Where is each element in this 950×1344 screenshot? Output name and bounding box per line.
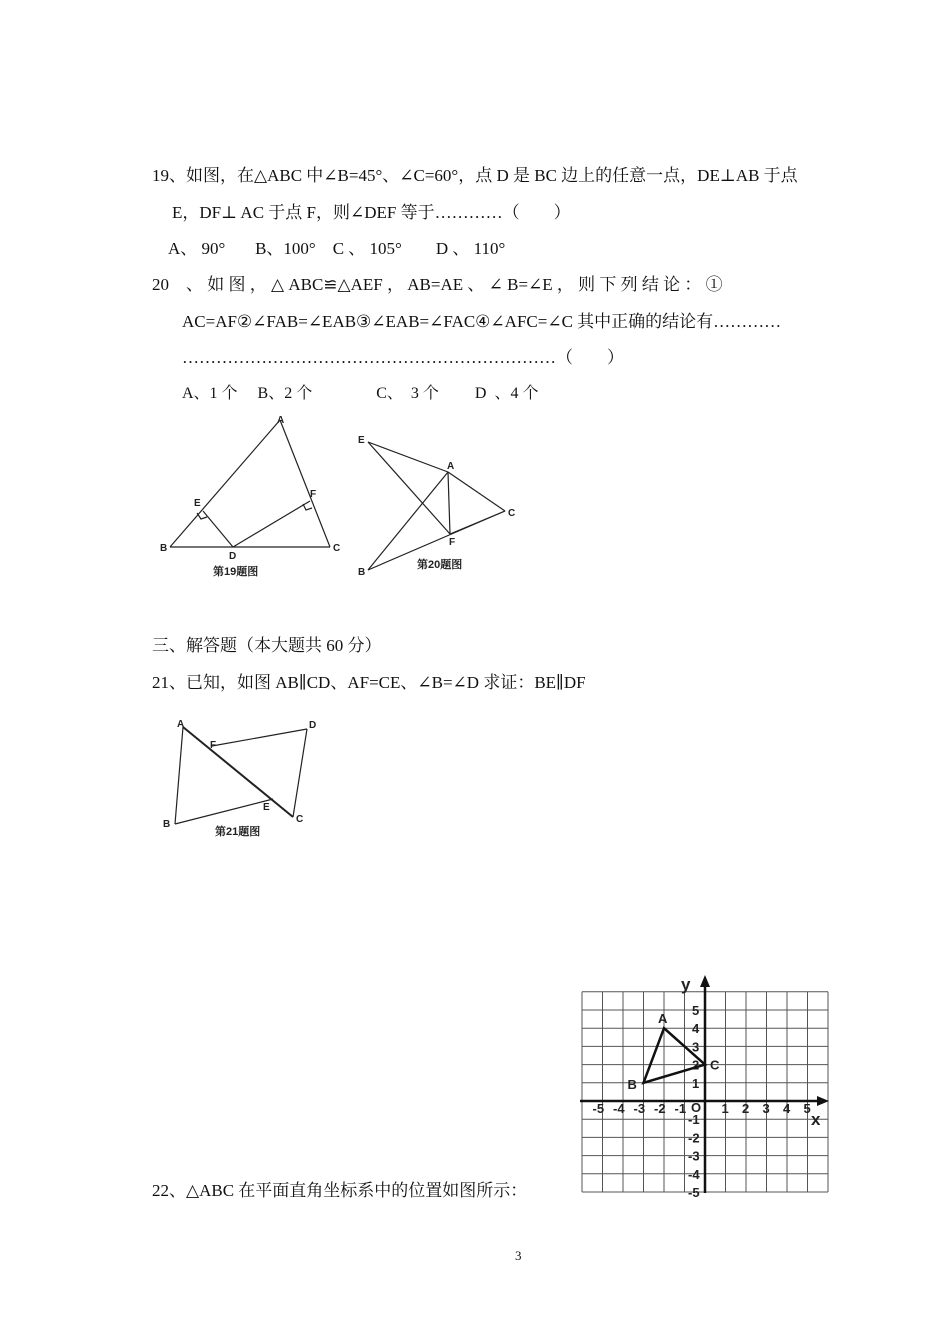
point-label-c: C: [710, 1057, 720, 1073]
x-tick-label: 3: [762, 1101, 770, 1116]
fig21-caption: 第21题图: [215, 826, 261, 838]
y-tick-label: 3: [692, 1039, 700, 1055]
y-axis-label: y: [681, 975, 691, 994]
y-tick-label: -4: [688, 1166, 700, 1182]
point-label-a: A: [658, 1011, 668, 1027]
axes: [580, 975, 829, 1193]
fig21-label-a: A: [177, 719, 185, 730]
y-tick-label: -2: [688, 1130, 700, 1146]
q22-text: 22、△ABC 在平面直角坐标系中的位置如图所示：: [152, 1181, 528, 1200]
x-tick-label: 5: [803, 1101, 811, 1116]
x-tick-label: 1: [721, 1101, 729, 1116]
page-number: 3: [515, 1248, 522, 1263]
fig20-label-b: B: [358, 567, 366, 578]
fig20-label-f: F: [449, 537, 456, 548]
triangle-abc: [644, 1028, 706, 1083]
fig19-caption: 第19题图: [213, 566, 259, 578]
coordinate-grid: [575, 965, 835, 1200]
fig20-label-e: E: [358, 435, 365, 446]
figure-19: [150, 408, 350, 583]
fig19-label-e: E: [194, 498, 201, 509]
x-tick-label: -1: [674, 1101, 687, 1116]
y-tick-label: 4: [692, 1021, 700, 1037]
q19-line-2: E，DF⊥ AC 于点 F，则∠DEF 等于…………（ ）: [172, 203, 571, 222]
origin-label: O: [691, 1100, 702, 1115]
fig20-caption: 第20题图: [417, 559, 463, 571]
section-3-heading: 三、解答题（本大题共 60 分）: [152, 636, 382, 655]
y-axis-arrow-icon: [700, 975, 710, 987]
point-label-b: B: [627, 1076, 637, 1092]
fig21-label-b: B: [163, 819, 171, 830]
q20-choices: A、1 个 B、2 个 C、 3 个 D 、4 个: [182, 385, 539, 402]
q19-line-1: 19、如图，在△ABC 中∠B=45°、∠C=60°，点 D 是 BC 边上的任意一点，DE⊥AB 于点: [152, 166, 798, 185]
q19-choices: A、 90° B、100° C 、 105° D 、 110°: [168, 239, 506, 258]
q20-line-2: AC=AF②∠FAB=∠EAB③∠EAB=∠FAC④∠AFC=∠C 其中正确的结论有…………: [182, 312, 782, 331]
q20-line-1: 20 、 如 图 ， △ ABC≌△AEF ， AB=AE 、 ∠ B=∠E ， 则 下 列 结 论 ： ①: [152, 275, 723, 294]
x-tick-label: 4: [783, 1101, 791, 1116]
y-tick-label: 1: [692, 1075, 700, 1091]
q20-line-3: …………………………………………………………（ ）: [182, 348, 624, 367]
fig21-label-d: D: [309, 720, 317, 731]
figure-20: [350, 428, 530, 583]
q21-text: 21、已知，如图 AB∥CD、AF=CE、∠B=∠D 求证：BE∥DF: [152, 673, 586, 692]
fig19-label-c: C: [333, 543, 341, 554]
x-tick-label: -2: [654, 1101, 666, 1116]
x-tick-label: -4: [613, 1101, 625, 1116]
fig21-label-c: C: [296, 814, 304, 825]
y-tick-label: -1: [688, 1112, 700, 1128]
x-tick-label: 2: [742, 1101, 750, 1116]
figure-21: [155, 712, 325, 842]
fig21-label-e: E: [263, 802, 270, 813]
x-tick-label: -5: [592, 1101, 605, 1116]
fig19-label-d: D: [229, 551, 237, 562]
y-tick-label: 5: [692, 1003, 700, 1018]
fig19-label-b: B: [160, 543, 168, 554]
y-tick-label: 2: [692, 1057, 700, 1073]
fig20-label-c: C: [508, 508, 516, 519]
x-axis-arrow-icon: [817, 1096, 829, 1106]
fig19-label-f: F: [310, 489, 317, 500]
fig21-label-f: F: [210, 740, 217, 751]
y-tick-label: -3: [688, 1148, 700, 1164]
fig19-label-a: A: [277, 415, 285, 426]
y-tick-label: -5: [688, 1185, 700, 1200]
x-tick-label: -3: [633, 1101, 646, 1116]
x-axis-label: x: [811, 1110, 821, 1129]
fig20-label-a: A: [447, 461, 455, 472]
